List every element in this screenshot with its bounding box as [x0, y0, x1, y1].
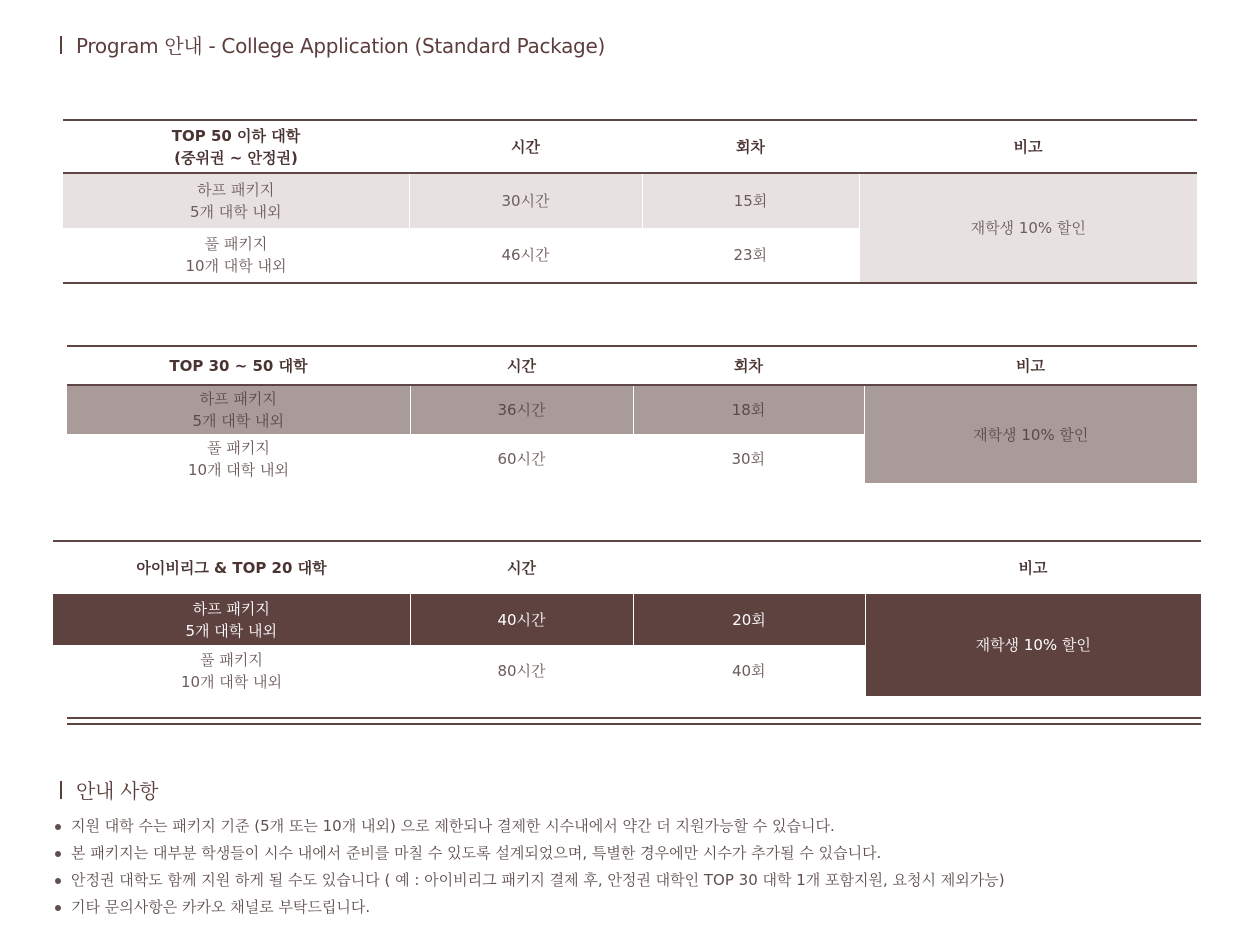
package-name: 풀 패키지 10개 대학 내외 [187, 438, 290, 479]
list-item [53, 869, 1005, 896]
package-hours: 80시간 [497, 661, 546, 680]
header-remark: 비고 [864, 346, 1197, 385]
package-sessions: 18회 [633, 385, 864, 434]
pricing-table-ivy-top20 [53, 540, 1201, 696]
package-sessions: 40회 [731, 661, 766, 680]
notice-text: 본 패키지는 대부분 학생들이 시수 내에서 준비를 마칠 수 있도록 설계되었으며, 특별한 경우에만 시수가 추가될 수 있습니다. [71, 844, 882, 862]
package-sessions: 23회 [733, 246, 768, 264]
header-hours: 시간 [409, 120, 642, 173]
remark-cell: 재학생 10% 할인 [865, 594, 1201, 696]
notice-title-text: 안내 사항 [76, 779, 159, 803]
notice-text: 안정권 대학도 함께 지원 하게 될 수도 있습니다 ( 예 : 아이비리그 패키지 결제 후, 안정권 대학인 TOP 30 대학 1개 포함지원, 요청시 제외가능) [71, 871, 1005, 889]
title-bar-marker [60, 781, 62, 799]
package-hours: 36시간 [410, 385, 633, 434]
title-bar-marker [60, 36, 62, 54]
package-sessions: 30회 [731, 449, 766, 468]
list-item [53, 896, 1005, 923]
table-row [67, 385, 1197, 434]
bullet-icon [55, 824, 61, 830]
header-tier: TOP 50 이하 대학 (중위권 ~ 안정권) [63, 120, 409, 173]
pricing-table-top50-below [63, 119, 1197, 284]
package-hours: 30시간 [409, 173, 642, 228]
list-item [53, 815, 1005, 842]
notice-list [53, 815, 1005, 923]
header-sessions: 회차 [642, 120, 859, 173]
package-name: 하프 패키지 5개 대학 내외 [67, 385, 410, 434]
package-name: 풀 패키지 10개 대학 내외 [185, 235, 287, 275]
header-sessions: 회차 [633, 346, 864, 385]
program-title-text: Program 안내 - College Application (Standard Package) [76, 34, 605, 58]
package-hours: 40시간 [410, 594, 633, 645]
package-name: 하프 패키지 5개 대학 내외 [63, 173, 409, 228]
double-divider [67, 717, 1201, 725]
package-hours: 60시간 [497, 449, 546, 468]
header-remark: 비고 [1018, 559, 1048, 577]
table-row [53, 594, 1201, 645]
package-name: 풀 패키지 10개 대학 내외 [180, 650, 283, 691]
pricing-table-top30-50 [67, 345, 1197, 483]
package-sessions: 20회 [633, 594, 865, 645]
notice-text: 지원 대학 수는 패키지 기준 (5개 또는 10개 내외) 으로 제한되나 결제한 시수내에서 약간 더 지원가능할 수 있습니다. [71, 817, 835, 835]
package-sessions: 15회 [642, 173, 859, 228]
remark-cell: 재학생 10% 할인 [859, 173, 1197, 283]
package-name: 하프 패키지 5개 대학 내외 [53, 594, 410, 645]
header-tier: TOP 30 ~ 50 대학 [67, 346, 410, 385]
header-hours: 시간 [410, 346, 633, 385]
header-hours: 시간 [507, 559, 536, 577]
bullet-icon [55, 851, 61, 857]
notice-text: 기타 문의사항은 카카오 채널로 부탁드립니다. [71, 898, 371, 916]
program-title [60, 30, 605, 59]
remark-cell: 재학생 10% 할인 [864, 385, 1197, 483]
header-tier: 아이비리그 & TOP 20 대학 [136, 559, 327, 577]
package-hours: 46시간 [501, 246, 550, 264]
list-item [53, 842, 1005, 869]
bullet-icon [55, 878, 61, 884]
bullet-icon [55, 905, 61, 911]
header-sessions [633, 541, 865, 594]
table-row [63, 173, 1197, 228]
header-remark: 비고 [859, 120, 1197, 173]
notice-title [60, 775, 158, 804]
